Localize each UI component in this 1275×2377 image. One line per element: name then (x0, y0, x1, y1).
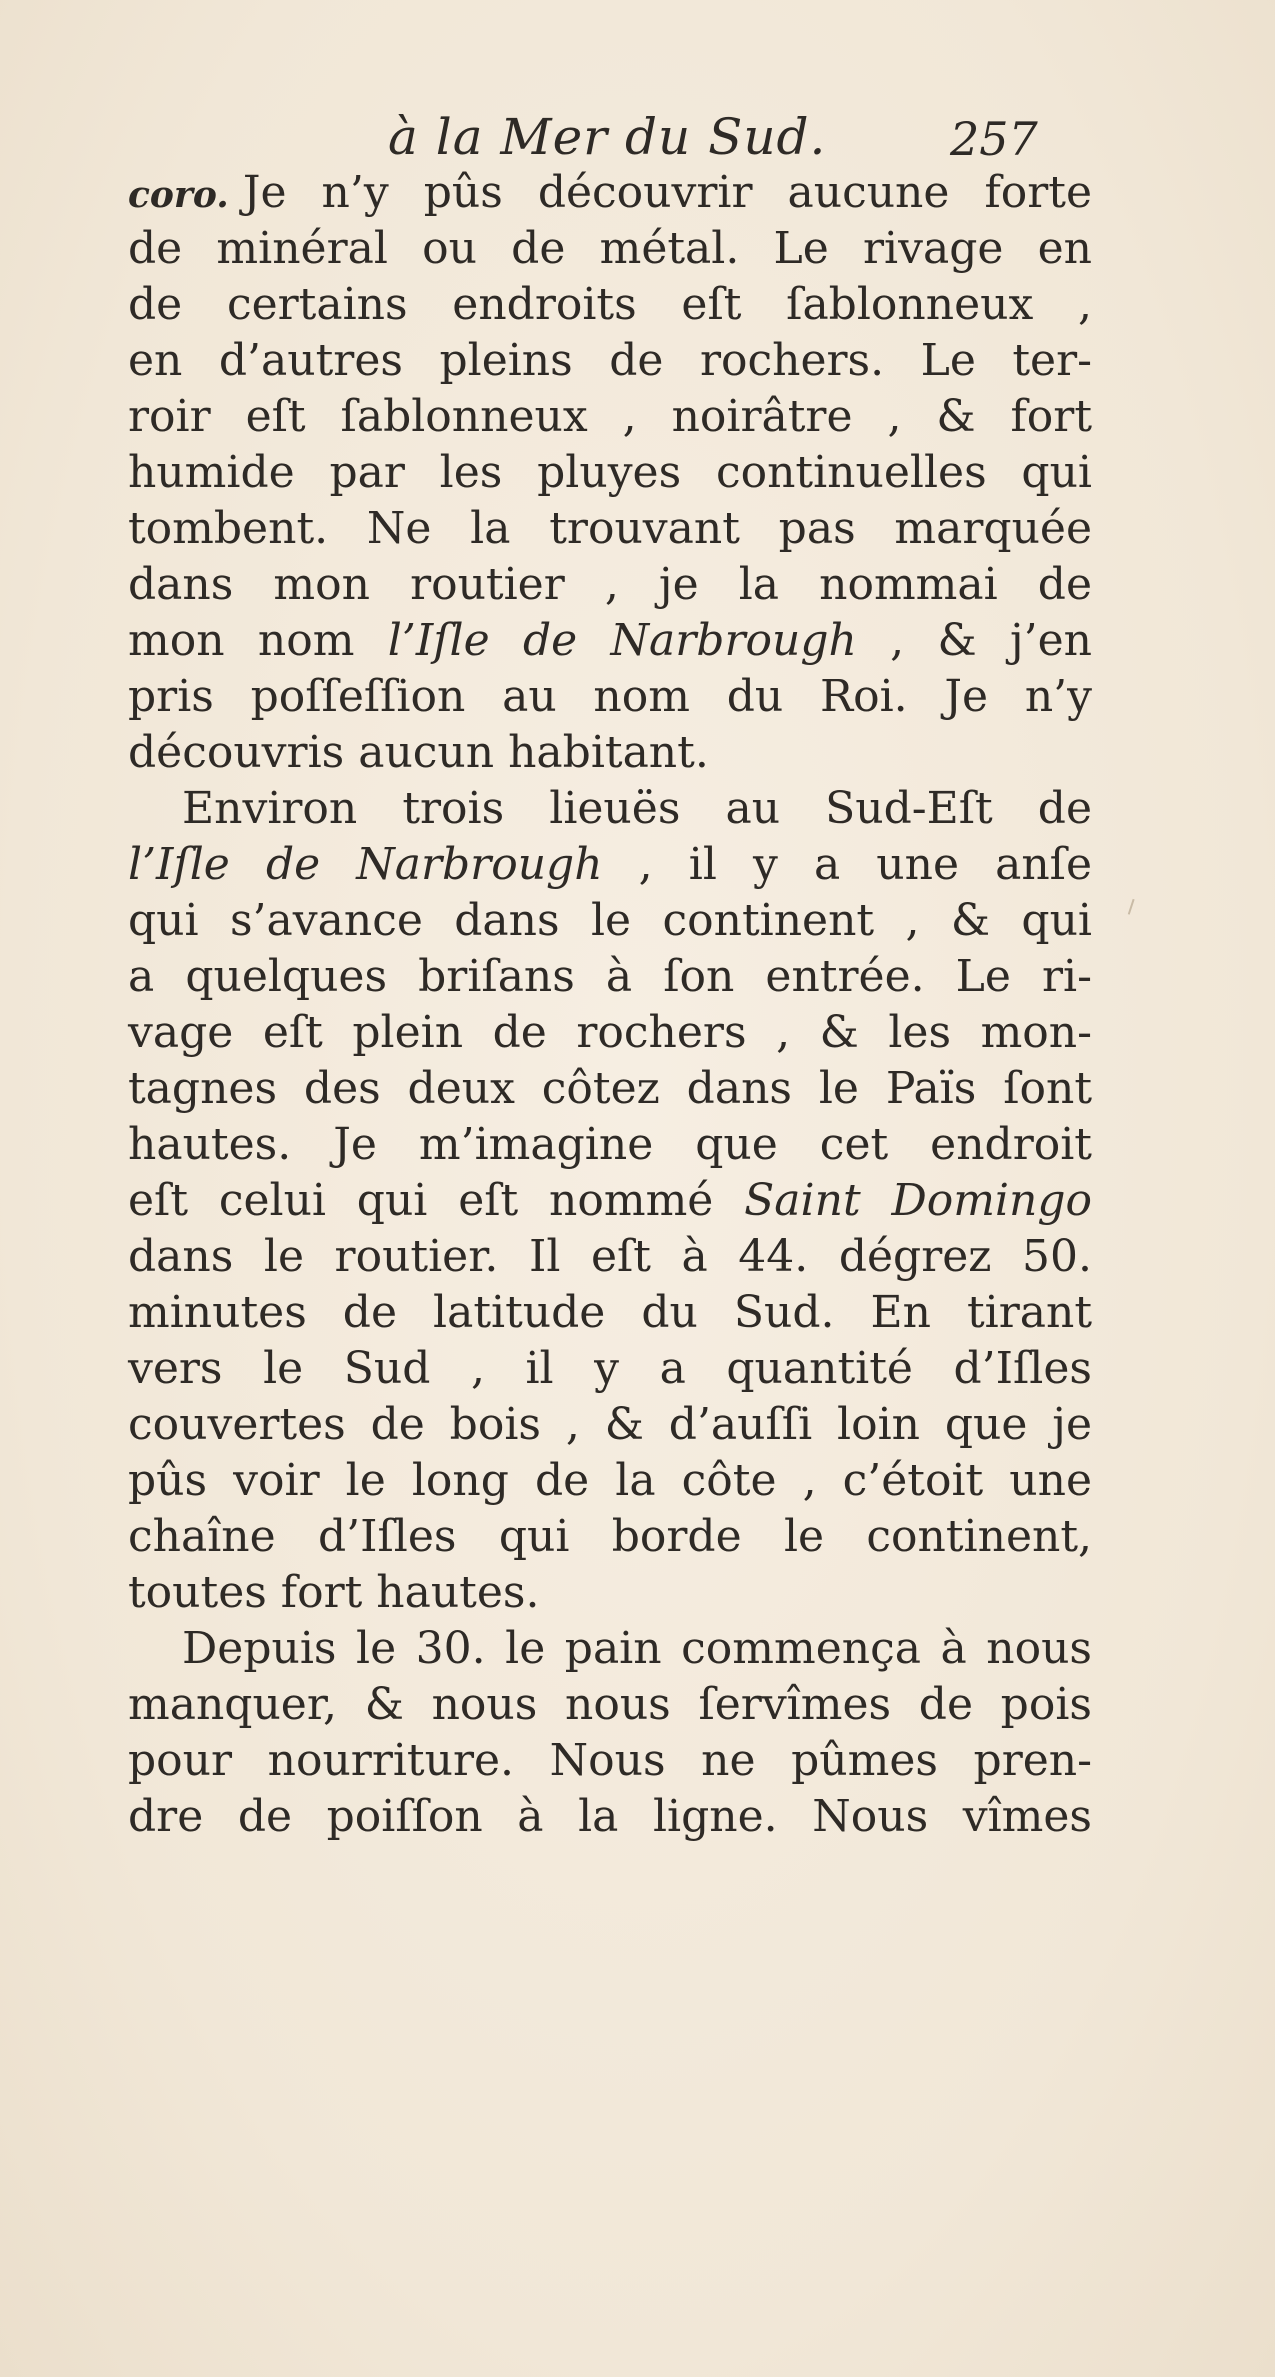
line-text: qui s’avance dans le continent , & qui (128, 895, 1092, 946)
text-line (128, 1173, 1092, 1229)
paper-mark (1128, 899, 1142, 917)
line-text: de certains endroits eſt ſablonneux , (128, 279, 1092, 330)
text-line (128, 1565, 1092, 1621)
text-line (128, 221, 1092, 277)
text-line (128, 1229, 1092, 1285)
line-text: Je n’y pûs découvrir aucune forte (242, 167, 1092, 218)
line-text: en d’autres pleins de rochers. Le ter- (128, 335, 1092, 386)
line-text: , & j’en (856, 615, 1093, 666)
line-text: minutes de latitude du Sud. En tirant (128, 1287, 1092, 1338)
text-line (128, 1005, 1092, 1061)
italic-place-name: l’Iſle de Narbrough (387, 615, 857, 666)
line-text: dans mon routier , je la nommai de (128, 559, 1092, 610)
text-line (128, 1061, 1092, 1117)
text-line (128, 1621, 1092, 1677)
line-text: , il y a une anſe (602, 839, 1092, 890)
text-line (128, 669, 1092, 725)
text-line (128, 837, 1092, 893)
text-line (128, 165, 1092, 221)
text-line (128, 725, 1092, 781)
line-text: découvris aucun habitant. (128, 727, 709, 778)
line-text: mon nom (128, 615, 388, 666)
text-line (128, 277, 1092, 333)
text-line (128, 389, 1092, 445)
text-line (128, 333, 1092, 389)
catchword: coro. (128, 174, 229, 216)
line-text: pris poſſeſſion au nom du Roi. Je n’y (128, 671, 1092, 722)
running-title: à la Mer du Sud. (388, 108, 827, 166)
line-text: Depuis le 30. le pain commença à nous (182, 1623, 1092, 1674)
line-text: dre de poiſſon à la ligne. Nous vîmes (128, 1791, 1092, 1842)
text-line (128, 1733, 1092, 1789)
text-line (128, 1453, 1092, 1509)
text-line (128, 557, 1092, 613)
line-text: Environ trois lieuës au Sud-Eſt de (182, 783, 1092, 834)
line-text: roir eſt ſablonneux , noirâtre , & fort (128, 391, 1092, 442)
line-text: tagnes des deux côtez dans le Païs ſont (128, 1063, 1092, 1114)
text-line (128, 949, 1092, 1005)
line-text: humide par les pluyes continuelles qui (128, 447, 1092, 498)
text-line (128, 893, 1092, 949)
text-line (128, 1509, 1092, 1565)
text-line (128, 1341, 1092, 1397)
line-text: vage eſt plein de rochers , & les mon- (128, 1007, 1092, 1058)
line-text: pour nourriture. Nous ne pûmes pren- (128, 1735, 1092, 1786)
line-text: toutes fort hautes. (128, 1567, 540, 1618)
line-text: chaîne d’Iſles qui borde le continent, (128, 1511, 1092, 1562)
text-line (128, 613, 1092, 669)
text-line (128, 445, 1092, 501)
italic-place-name: l’Iſle de Narbrough (128, 839, 603, 890)
text-line (128, 501, 1092, 557)
text-line (128, 1397, 1092, 1453)
line-text: hautes. Je m’imagine que cet endroit (128, 1119, 1092, 1170)
line-text: manquer, & nous nous ſervîmes de pois (128, 1679, 1092, 1730)
text-line (128, 1285, 1092, 1341)
line-text: tombent. Ne la trouvant pas marquée (128, 503, 1092, 554)
line-text: pûs voir le long de la côte , c’étoit une (128, 1455, 1092, 1506)
text-line (128, 781, 1092, 837)
line-text: de minéral ou de métal. Le rivage en (128, 223, 1092, 274)
line-text: dans le routier. Il eſt à 44. dégrez 50. (128, 1231, 1092, 1282)
line-text: couvertes de bois , & d’auſſi loin que je (128, 1399, 1092, 1450)
body-text (128, 165, 1092, 1845)
text-line (128, 1789, 1092, 1845)
text-line (128, 1677, 1092, 1733)
text-line (128, 1117, 1092, 1173)
italic-place-name: Saint Domingo (744, 1175, 1092, 1226)
line-text: vers le Sud , il y a quantité d’Iſles (128, 1343, 1092, 1394)
line-text: eſt celui qui eſt nommé (128, 1175, 745, 1226)
line-text: a quelques briſans à ſon entrée. Le ri- (128, 951, 1092, 1002)
page-number: 257 (950, 112, 1038, 166)
